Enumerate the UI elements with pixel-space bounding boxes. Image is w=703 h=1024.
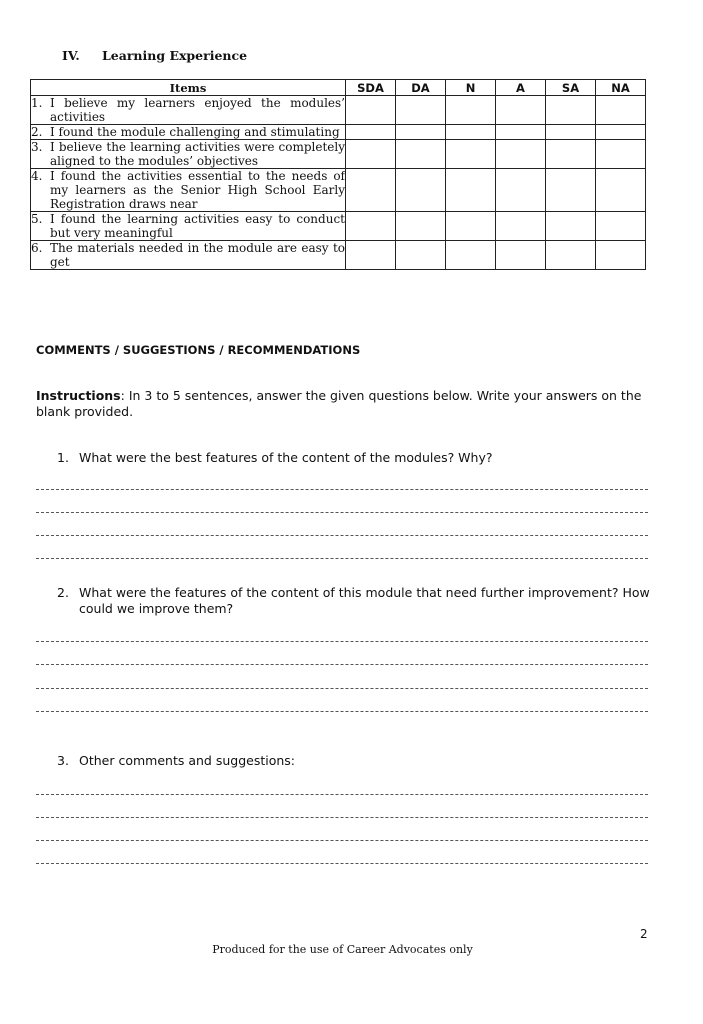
rating-cell-a[interactable] (496, 140, 546, 169)
question-text: Other comments and suggestions: (79, 753, 296, 768)
table-row (31, 125, 646, 140)
rating-cell-da[interactable] (396, 212, 446, 241)
item-cell (31, 241, 346, 270)
rating-cell-da[interactable] (396, 241, 446, 270)
item-cell (31, 169, 346, 212)
answer-line[interactable] (36, 535, 648, 536)
item-text: I found the activities essential to the needs of my learners as the Senior High School Early Registration draws near (50, 169, 345, 211)
header-na: NA (596, 80, 646, 96)
rating-cell-sda[interactable] (346, 140, 396, 169)
table-header-row (31, 80, 646, 96)
rating-cell-na[interactable] (596, 140, 646, 169)
header-sa: SA (546, 80, 596, 96)
answer-line[interactable] (36, 489, 648, 490)
rating-cell-sa[interactable] (546, 241, 596, 270)
item-number: 6. (31, 241, 43, 255)
footer-note: Produced for the use of Career Advocates only (212, 943, 473, 956)
section-heading (62, 48, 247, 63)
item-text: The materials needed in the module are easy to get (50, 241, 345, 269)
answer-line[interactable] (36, 840, 648, 841)
instructions-label: Instructions (36, 388, 121, 403)
rating-cell-sa[interactable] (546, 140, 596, 169)
answer-line[interactable] (36, 664, 648, 665)
rating-cell-n[interactable] (446, 140, 496, 169)
rating-cell-n[interactable] (446, 169, 496, 212)
rating-table (30, 79, 646, 270)
item-number: 1. (31, 96, 43, 110)
rating-cell-n[interactable] (446, 212, 496, 241)
table-row (31, 96, 646, 125)
page-number: 2 (640, 927, 648, 941)
rating-cell-n[interactable] (446, 241, 496, 270)
rating-cell-a[interactable] (496, 169, 546, 212)
rating-cell-da[interactable] (396, 140, 446, 169)
answer-line[interactable] (36, 794, 648, 795)
rating-cell-na[interactable] (596, 96, 646, 125)
table-row (31, 241, 646, 270)
header-n: N (446, 80, 496, 96)
answer-line[interactable] (36, 711, 648, 712)
rating-cell-sda[interactable] (346, 241, 396, 270)
item-text: I believe my learners enjoyed the modules’ activities (50, 96, 345, 124)
answer-line[interactable] (36, 863, 648, 864)
rating-cell-sda[interactable] (346, 125, 396, 140)
rating-cell-sa[interactable] (546, 169, 596, 212)
item-text: I believe the learning activities were completely aligned to the modules’ objectives (50, 140, 345, 168)
rating-cell-a[interactable] (496, 212, 546, 241)
header-items: Items (31, 80, 346, 96)
instructions (36, 388, 650, 420)
question-text: What were the best features of the content of the modules? Why? (79, 450, 493, 465)
rating-cell-sda[interactable] (346, 212, 396, 241)
rating-cell-sa[interactable] (546, 125, 596, 140)
rating-cell-n[interactable] (446, 96, 496, 125)
rating-cell-na[interactable] (596, 241, 646, 270)
rating-cell-sda[interactable] (346, 96, 396, 125)
comments-heading: COMMENTS / SUGGESTIONS / RECOMMENDATIONS (36, 343, 361, 357)
item-cell (31, 125, 346, 140)
question-number: 1. (57, 450, 69, 465)
answer-line[interactable] (36, 817, 648, 818)
rating-cell-a[interactable] (496, 96, 546, 125)
item-cell (31, 140, 346, 169)
section-title: Learning Experience (102, 48, 248, 63)
question-3 (57, 753, 652, 769)
header-sda: SDA (346, 80, 396, 96)
table-row (31, 169, 646, 212)
rating-cell-da[interactable] (396, 125, 446, 140)
item-number: 4. (31, 169, 43, 183)
answer-line[interactable] (36, 512, 648, 513)
answer-line[interactable] (36, 641, 648, 642)
instructions-text: : In 3 to 5 sentences, answer the given questions below. Write your answers on the blank provided. (36, 388, 642, 419)
rating-cell-a[interactable] (496, 125, 546, 140)
rating-cell-da[interactable] (396, 96, 446, 125)
header-da: DA (396, 80, 446, 96)
answer-line[interactable] (36, 688, 648, 689)
question-text: What were the features of the content of this module that need further improvement? How could we improve them? (79, 585, 650, 616)
item-number: 3. (31, 140, 43, 154)
item-number: 5. (31, 212, 43, 226)
item-number: 2. (31, 125, 43, 139)
item-text: I found the learning activities easy to conduct but very meaningful (50, 212, 345, 240)
item-cell (31, 212, 346, 241)
question-number: 2. (57, 585, 69, 600)
item-text: I found the module challenging and stimulating (50, 125, 340, 139)
rating-cell-na[interactable] (596, 125, 646, 140)
rating-cell-sa[interactable] (546, 212, 596, 241)
table-row (31, 140, 646, 169)
rating-cell-sda[interactable] (346, 169, 396, 212)
rating-cell-na[interactable] (596, 169, 646, 212)
rating-cell-da[interactable] (396, 169, 446, 212)
item-cell (31, 96, 346, 125)
header-a: A (496, 80, 546, 96)
rating-cell-sa[interactable] (546, 96, 596, 125)
rating-cell-n[interactable] (446, 125, 496, 140)
rating-cell-a[interactable] (496, 241, 546, 270)
section-number: IV. (62, 48, 80, 63)
rating-cell-na[interactable] (596, 212, 646, 241)
question-2 (57, 585, 652, 617)
question-1 (57, 450, 652, 466)
table-row (31, 212, 646, 241)
question-number: 3. (57, 753, 69, 768)
answer-line[interactable] (36, 558, 648, 559)
